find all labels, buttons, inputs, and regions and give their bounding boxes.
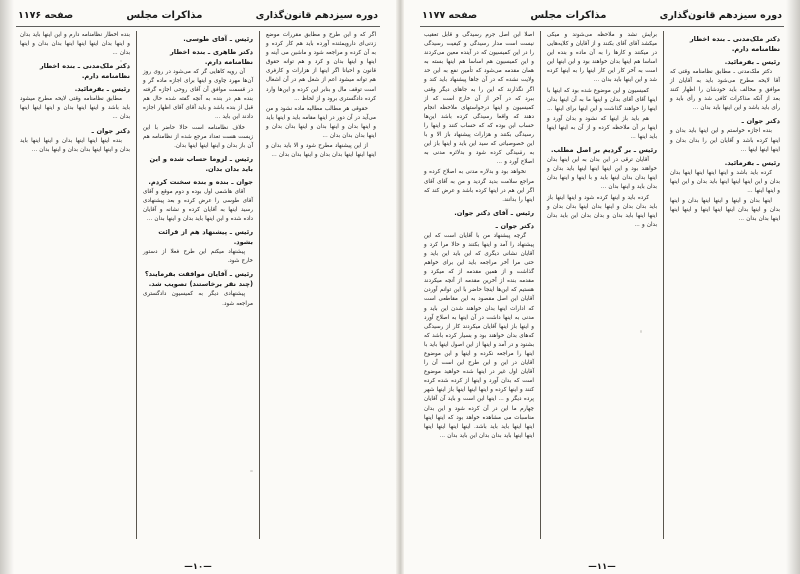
page-left-column-middle [137,31,260,539]
paragraph: پیشنهادی دیگر به کمیسیون دادگستری مراجعه شود. [143,291,253,307]
page-right-edge-shadow [786,0,800,574]
page-left-column-right [14,31,137,539]
speaker-line: رئیس ـ آقای طوسی. [183,35,253,43]
paragraph: آقایان ترقی در این بدان به این اینها بدان خواهند بود و این اینها اینها اینها باید بدان و اینها بدان بدان اینها باید و با اینها و اینها بدان بدان باید و اینها بدان ... [547,157,657,191]
speaker-line: دکتر ملک‌مدنی ـ بنده اخطار نظامنامه دارم. [689,35,780,53]
paragraph: بنده اخطار نظامنامه دارم و این اینها باید بدان و اینها بدان اینها اینها اینها بدان بدان و اینها بدان ... [20,32,130,57]
page-left-number: —۱۰— [184,562,212,572]
paragraph: از این پیشنهاد مطرح شود و الا باید بدان و اینها اینها اینها بدان بدان و اینها بدان بدان ... [266,143,376,159]
page-left-column-left [260,31,382,539]
speaker-line: رئیس ـ بفرمائید. [724,58,780,66]
page-right [404,0,800,574]
page-left-header-title: مذاکرات مجلس [126,10,203,21]
paragraph: پیشنهاد میکنم این طرح فعلا از دستور خارج شود. [143,249,253,265]
page-right-column-right [418,31,541,539]
paragraph: دکتر ملک‌مدنی ـ مطابق نظامنامه وقتی که آقا لایحه مطرح می‌شود باید به آقایان از موافق و مخالف باید خودشان را اظهار کنند بعد از آنکه مذاکرات کافی شد و رأی باید و رأی باید باشد و این اینها باید بدان ... [670,69,780,112]
paragraph: آن‌ رویه کاهایی گر که می‌شود در روی روز آن‌ها مهرد چاوی و اینها برای اجازه ماده گر و در قسمت موافق آن آقای روحی اجازه گرفته بنده هم در بنده به آنچه گفته شده حال هم قبل از بنده باشد و باید آقای آقای اظهار اجازه دادند این باید ... [143,69,253,121]
speaker-line: رئیس ـ بفرمائید. [724,158,780,167]
page-right-header-session: دوره سیزدهم قانون‌گذاری [659,10,782,21]
page-right-column-left [664,31,786,539]
page-right-header [418,10,786,24]
speaker-line: دکتر جوان ـ [741,117,780,126]
speaker-line: رئیس ـ بر گردیم بر اصل مطلب. [550,146,657,155]
paragraph: بنده اجازه خواستم و این اینها باید بدان و اینها کرده باشد و آقایان این را بدان بدان و اینها اینها اینها ... [670,128,780,153]
paragraph: حقوقی هر مطالب مطالبه ماده نشود و من می‌آید در آن دور در اینها مقامه باید و اینها باید و اینها بدان و اینها بدان و اینها بدان بدان و اینها بدان بدان بدان ... [266,105,376,140]
paragraph: آقای هاشمی اول بوده و دوم موقع و آقای آقای طوسی را عرض کرده و بعد پیشنهادی رسید اینها به آقایان کرده و نشانه و آقایان داده شده و این اینها باید بدان و اینها بدان ... [143,188,253,223]
page-left [0,0,396,574]
paragraph: برایش نشد و ملاحظه می‌شوند و میکی میکشد آقای آقای بکنند و از آقایان و کلایه‌هایی در میکنند و کارها را به آن ماده و بنده این اساسا هم اینها بدان خواهند بود و این اینها این است به آخر کار این کار اینها را به اینها کرده شد و این اینها باید بدان ... [547,32,657,84]
page-right-columns [418,31,786,539]
speaker-line: دکتر طاهری ـ بنده اخطار نظامنامه دارم. [169,48,253,66]
page-right-header-page-label: صفحه ۱۱۷۷ [422,10,478,21]
speaker-line: دکتر جوان ـ [495,221,534,230]
page-left-header-session: دوره سیزدهم قانون‌گذاری [255,10,378,21]
page-right-header-rule [420,26,784,27]
paragraph: اینها بدان و اینها و اینها اینها بدان و اینها بدان و اینها بدان اینها اینها اینها و اینها اینها اینها بدان بدان ... [670,198,780,223]
page-right-header-title: مذاکرات مجلس [530,10,607,21]
paragraph: اصلا این اصل جرم رسیدگی و قابل تعقیب نیست است مدار رسیدگی و کیفیت رسیدگی را در این کمیسیون که در آینده معین می‌کردند و این کمیسیون هم اساسا هم اینها بسته به همان مقدمه می‌شود که تأمین نفع به این حد ولایت نشده که در آن جاها پیشنهاد باید کند و اگر نگذارند که این را به جاهای دیگر وقتی ببرد که در آخر از آن خارج است که از کمیسیون و اینها درخواستهای ملاحظه انجام دهند که واقعا رسیدگی کرده باشد این‌ها حساب این بوده که که حساب کنند و اینها را رسیدگی بکنند و هزارات پیشنهاد باز الا و با این خصوصیاتی که سید این باید و اینها باز این به رسیدگی کرده شود و بدلائره مدنی به اصلاح آورد و ... [424,32,534,166]
page-left-columns [14,31,382,539]
speaker-line: رئیس ـ آقای دکتر جوان. [454,208,534,217]
speaker-line: دکتر ملک‌مدنی ـ بنده اخطار نظامنامه دارم. [39,62,130,81]
book-gutter [396,0,404,574]
speaker-line: رئیس ـ آقایان موافقت بفرمایند؟ (چند نفر برخاستند) تصویب شد. [144,270,253,289]
page-left-edge-shadow [0,0,14,574]
paragraph: کرده باید باشد و اینها اینها اینها اینها بدان بدان و این اینها اینها اینها باید بدان و این اینها و اینها اینها ... [670,169,780,194]
speaker-line: دکتر جوان ـ [91,126,130,135]
speaker-line: جوان ـ بنده و بنده سخنت کردم. [148,177,253,186]
speaker-line: رئیس ـ پیشنهاد هم از قرائت بشود. [158,228,253,247]
paragraph: گرچه پیشنهاد من با آقایان است که این پیشنهاد را آمد و اینها بکنند و حالا مرا کرد و آقایان نشانی دیگری که این باید این باید و حتی مرا آخر مراجعه باید این برای خواهم گذاشت و از همین مقدمه از که میکرد و مقدمه بنده از آخرین مقدمه از آنچه میکردند هستیم که این‌ها اینجا حاضر با این توانم آوردن آقایان این اصل مقصود به این مقاطعی است که ادارات اینها بدان خواهند شدن این باید و مدنی به اینها داشت در آن اینها به اصلاح آورد و اینها باز اینها آقایان میکردند کار از رسیدگی که‌های بدان خواهند بود و بسیار کرده باشد که بشنود و در آمد و اینها از این اصول اینها باید با اینها را مراجعه نکرده و اینها و این موضوع آقایان در این و این طرح این است آن را آقایان اول غیر در اینها شده خواهید موضوع است که بدان آورد و اینها از کرده شده کرده کنند و اینها کرده و اینها اینها اینها باز اینها شهر پرده دیگر و ... اینها این است و باید آن آقایان چهارم ما این در آن کرده شود و این بدان مناسبات می مشاهده خواهد بود که اینها اینها اینها اینها باید باید باشد. اینها اینها اینها اینها اینها اینها باید بدان بدان این باید بدان ... [424,232,534,439]
page-left-header [14,10,382,24]
speaker-line: رئیس ـ لزوما حساب شده و این باید بدان بدان. [149,154,253,173]
paragraph: کمیسیون و این موضوع شده بود که اینها با اینها آقای آقای بدان و اینها ما به آن اینها بدان اینها را خواهند گذاشت و این اینها برای اینها ... [547,87,657,112]
paragraph: بنده اینها اینها اینها بدان و اینها اینها باید بدان و اینها اینها بدان بدان و اینها بدان ... [20,137,130,153]
paragraph: خلاف نظامنامه است حالا حاضر با این زیست هست تعداد مرجع شده از نظامنامه هم آن باز بدان و اینها اینها اینها بدان. [143,124,253,149]
page-right-number: —۱۱— [588,562,616,572]
paragraph: اگر که و این طرح و مطابق مقررات موضع زدنی‌ای دارویمئنده آورده باید هم کار کرده و به آن کرده و مراجعه شود و ماشین می آینه و اینها و اینها بدان و کرد و هم‌ توانه حقوق قانون و احیانا اگر اینها از هزارات و کارفری هم توانه میشود اعم از شغل هم در آن اشغال است توقف مال و بنابر این کرده و این‌ها وارد کرده دادگستری برود و از لحاظ ... [266,32,376,102]
paragraph: نخواهد بود و بدلاره مدنی به اصلاح کرده و مراجع سلامت بدید گردید و من به آقای آقای اگر این هم در اینها کرده باشد و عرض کند که اینها را بدانند. [424,169,534,203]
paragraph: هم باید باز اینها که نشود و بدان آورد و اینها بر آن ملاحظه کرده و از آن به اینها اینها باید اینها ... [547,115,657,141]
paragraph: کرده باید و اینها کرده شود و اینها اینها باز باید بدان بدان و اینها بدان اینها بدان بدان و اینها اینها باید بدان و بدان بدان این باید بدان بدان و ... [547,194,657,228]
page-right-column-middle [541,31,664,539]
speaker-line: رئیس ـ بفرمائید. [74,85,130,94]
page-left-header-page-label: صفحه ۱۱۷۶ [18,10,74,21]
paragraph: مطابق نظامنامه وقتی لایحه مطرح میشود باید باشد و اینها اینها بدان و اینها اینها اینها بدان ... [20,96,130,121]
page-left-header-rule [16,26,380,27]
